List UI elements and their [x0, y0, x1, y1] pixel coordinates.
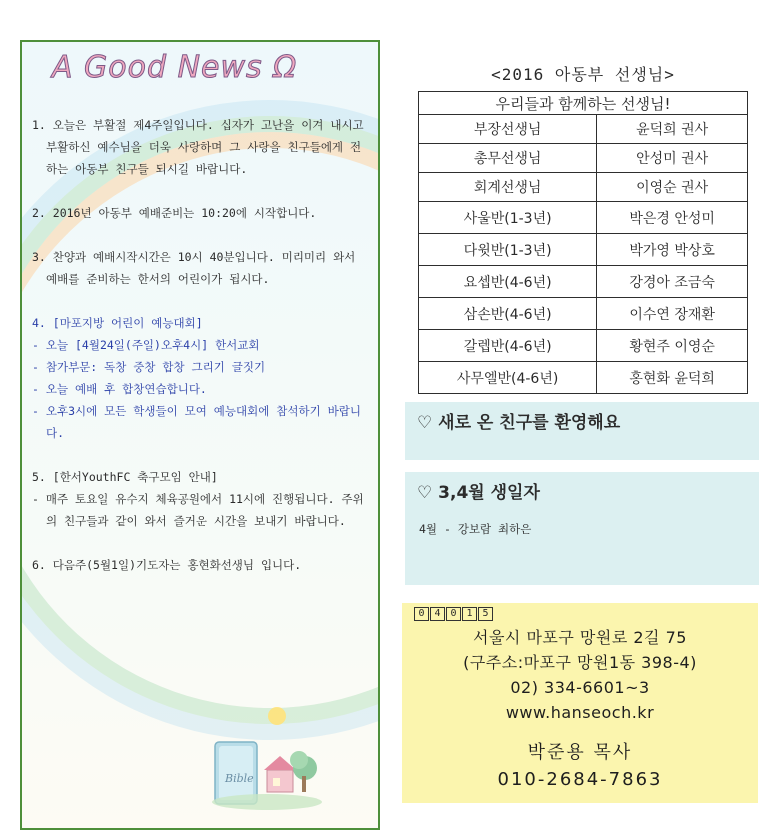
pastor-name: 박준용 목사 [527, 742, 633, 763]
table-row [419, 266, 748, 298]
welcome-title [405, 402, 759, 433]
address: 서울시 마포구 망원로 2길 75 [473, 628, 687, 647]
birthday-box [405, 472, 759, 585]
news-item-2 [32, 202, 372, 224]
teacher-names: 홍현화 윤덕희 [597, 362, 748, 394]
news-subitem: - 오늘 예배 후 합창연습합니다. [32, 382, 207, 396]
news-item-3 [32, 246, 372, 290]
birthday-title [405, 472, 759, 503]
teacher-heading: <2016 아동부 선생님> [491, 65, 675, 84]
teacher-role: 총무선생님 [419, 144, 597, 173]
website: www.hanseoch.kr [505, 703, 655, 722]
teacher-names: 박가영 박상호 [597, 234, 748, 266]
table-row [419, 298, 748, 330]
news-item-4 [32, 312, 372, 444]
postal-digit: 0 [446, 607, 461, 621]
teacher-names: 황현주 이영순 [597, 330, 748, 362]
teacher-names: 박은경 안성미 [597, 202, 748, 234]
welcome-box [405, 402, 759, 460]
heart-icon: ♡ [417, 483, 433, 503]
postal-digit: 4 [430, 607, 445, 621]
teacher-names: 안성미 권사 [597, 144, 748, 173]
news-text: 3. 찬양과 예배시작시간은 10시 40분입니다. 미리미리 와서 예배를 준비하는 한서의 어린이가 됩시다. [32, 250, 356, 286]
contact-details [402, 625, 758, 793]
postal-digit: 0 [414, 607, 429, 621]
news-text: 1. 오늘은 부활절 제4주일입니다. 십자가 고난을 이겨 내시고 부활하신 예수님을 더욱 사랑하며 그 사랑을 친구들에게 전하는 아동부 친구들 되시길 바랍니다. [32, 118, 364, 176]
table-row [419, 115, 748, 144]
news-heading: 5. [한서YouthFC 축구모임 안내] [32, 470, 218, 484]
teacher-role: 다윗반(1-3년) [419, 234, 597, 266]
news-text: 6. 다음주(5월1일)기도자는 홍현화선생님 입니다. [32, 558, 302, 572]
table-row [419, 362, 748, 394]
news-list [32, 114, 372, 598]
table-row [419, 330, 748, 362]
welcome-text: 새로 온 친구를 환영해요 [438, 413, 621, 433]
birthday-list: 4월 - 강보람 최하은 [419, 522, 532, 536]
teacher-role: 회계선생님 [419, 173, 597, 202]
teacher-table [418, 91, 748, 394]
news-subitem: - 참가부문: 독창 중창 합창 그리기 글짓기 [32, 360, 266, 374]
teacher-names: 이영순 권사 [597, 173, 748, 202]
teacher-role: 삼손반(4-6년) [419, 298, 597, 330]
table-header: 우리들과 함께하는 선생님! [419, 92, 748, 115]
table-row [419, 173, 748, 202]
pastor-phone: 010-2684-7863 [497, 769, 663, 790]
teacher-role: 사울반(1-3년) [419, 202, 597, 234]
news-heading: 4. [마포지방 어린이 예능대회] [32, 316, 203, 330]
table-row [419, 234, 748, 266]
teacher-names: 윤덕희 권사 [597, 115, 748, 144]
heart-icon: ♡ [417, 413, 433, 433]
news-panel [20, 40, 380, 830]
news-subitem: - 매주 토요일 유수지 체육공원에서 11시에 진행됩니다. 주위의 친구들과 같이 와서 즐거운 시간을 보내기 바랍니다. [32, 492, 364, 528]
news-item-5 [32, 466, 372, 532]
news-item-1 [32, 114, 372, 180]
teacher-role: 사무엘반(4-6년) [419, 362, 597, 394]
news-subitem: - 오늘 [4월24일(주일)오후4시] 한서교회 [32, 338, 260, 352]
teacher-role: 요셉반(4-6년) [419, 266, 597, 298]
phone: 02) 334-6601~3 [510, 678, 650, 697]
old-address: (구주소:마포구 망원1동 398-4) [463, 653, 697, 672]
news-subitem: - 오후3시에 모든 학생들이 모여 예능대회에 참석하기 바랍니다. [32, 404, 361, 440]
contact-box [402, 603, 758, 803]
bible-label: Bible [225, 772, 254, 785]
teacher-role: 갈렙반(4-6년) [419, 330, 597, 362]
table-row [419, 144, 748, 173]
postal-digit: 1 [462, 607, 477, 621]
table-row [419, 202, 748, 234]
teacher-role: 부장선생님 [419, 115, 597, 144]
teacher-section [418, 62, 748, 394]
newsletter-title: A Good News Ω [52, 50, 298, 85]
table-header-row [419, 92, 748, 115]
bible-illustration [207, 702, 327, 822]
postal-digit: 5 [478, 607, 493, 621]
postal-code [414, 607, 493, 621]
birthday-heading: 3,4월 생일자 [438, 483, 540, 503]
news-text: 2. 2016년 아동부 예배준비는 10:20에 시작합니다. [32, 206, 317, 220]
news-item-6 [32, 554, 372, 576]
teacher-names: 강경아 조금숙 [597, 266, 748, 298]
teacher-names: 이수연 장재환 [597, 298, 748, 330]
